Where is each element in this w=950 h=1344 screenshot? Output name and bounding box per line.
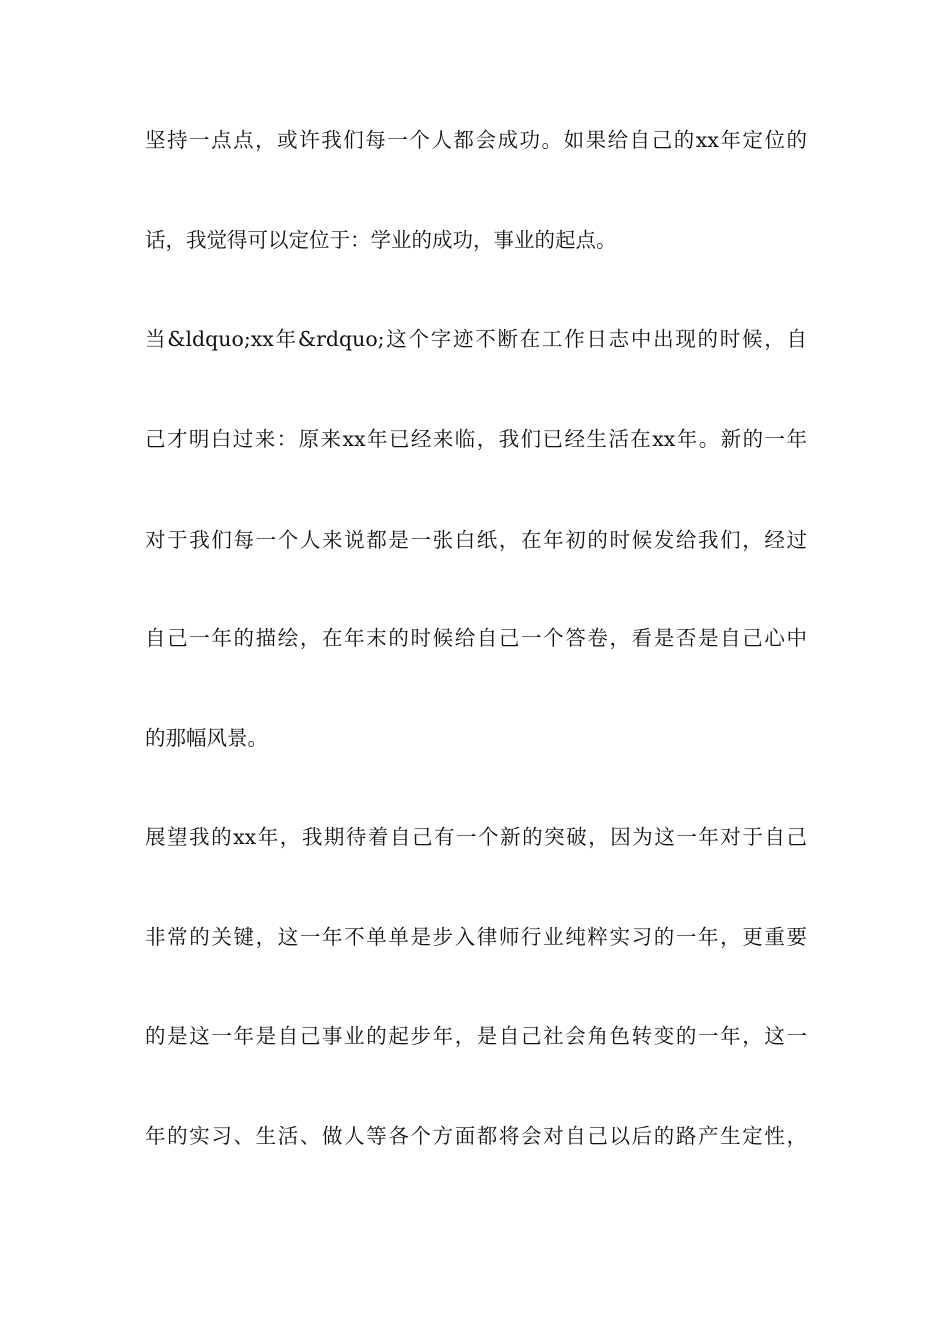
text-line: 己才明白过来：原来xx年已经来临，我们已经生活在xx年。新的一年 <box>145 427 807 451</box>
text-line: 当&ldquo;xx年&rdquo;这个字迹不断在工作日志中出现的时候，自 <box>145 327 807 351</box>
text-line: 坚持一点点，或许我们每一个人都会成功。如果给自己的xx年定位的 <box>145 128 807 152</box>
text-line: 年的实习、生活、做人等各个方面都将会对自己以后的路产生定性， <box>145 1124 807 1148</box>
text-line: 的是这一年是自己事业的起步年，是自己社会角色转变的一年，这一 <box>145 1024 807 1048</box>
text-line: 的那幅风景。 <box>145 726 268 750</box>
text-line: 对于我们每一个人来说都是一张白纸，在年初的时候发给我们，经过 <box>145 528 807 552</box>
text-line: 展望我的xx年，我期待着自己有一个新的突破，因为这一年对于自己 <box>145 825 807 849</box>
text-line: 非常的关键，这一年不单单是步入律师行业纯粹实习的一年，更重要 <box>145 925 807 949</box>
text-line: 话，我觉得可以定位于：学业的成功，事业的起点。 <box>145 228 617 252</box>
text-line: 自己一年的描绘，在年末的时候给自己一个答卷，看是否是自己心中 <box>145 626 807 650</box>
